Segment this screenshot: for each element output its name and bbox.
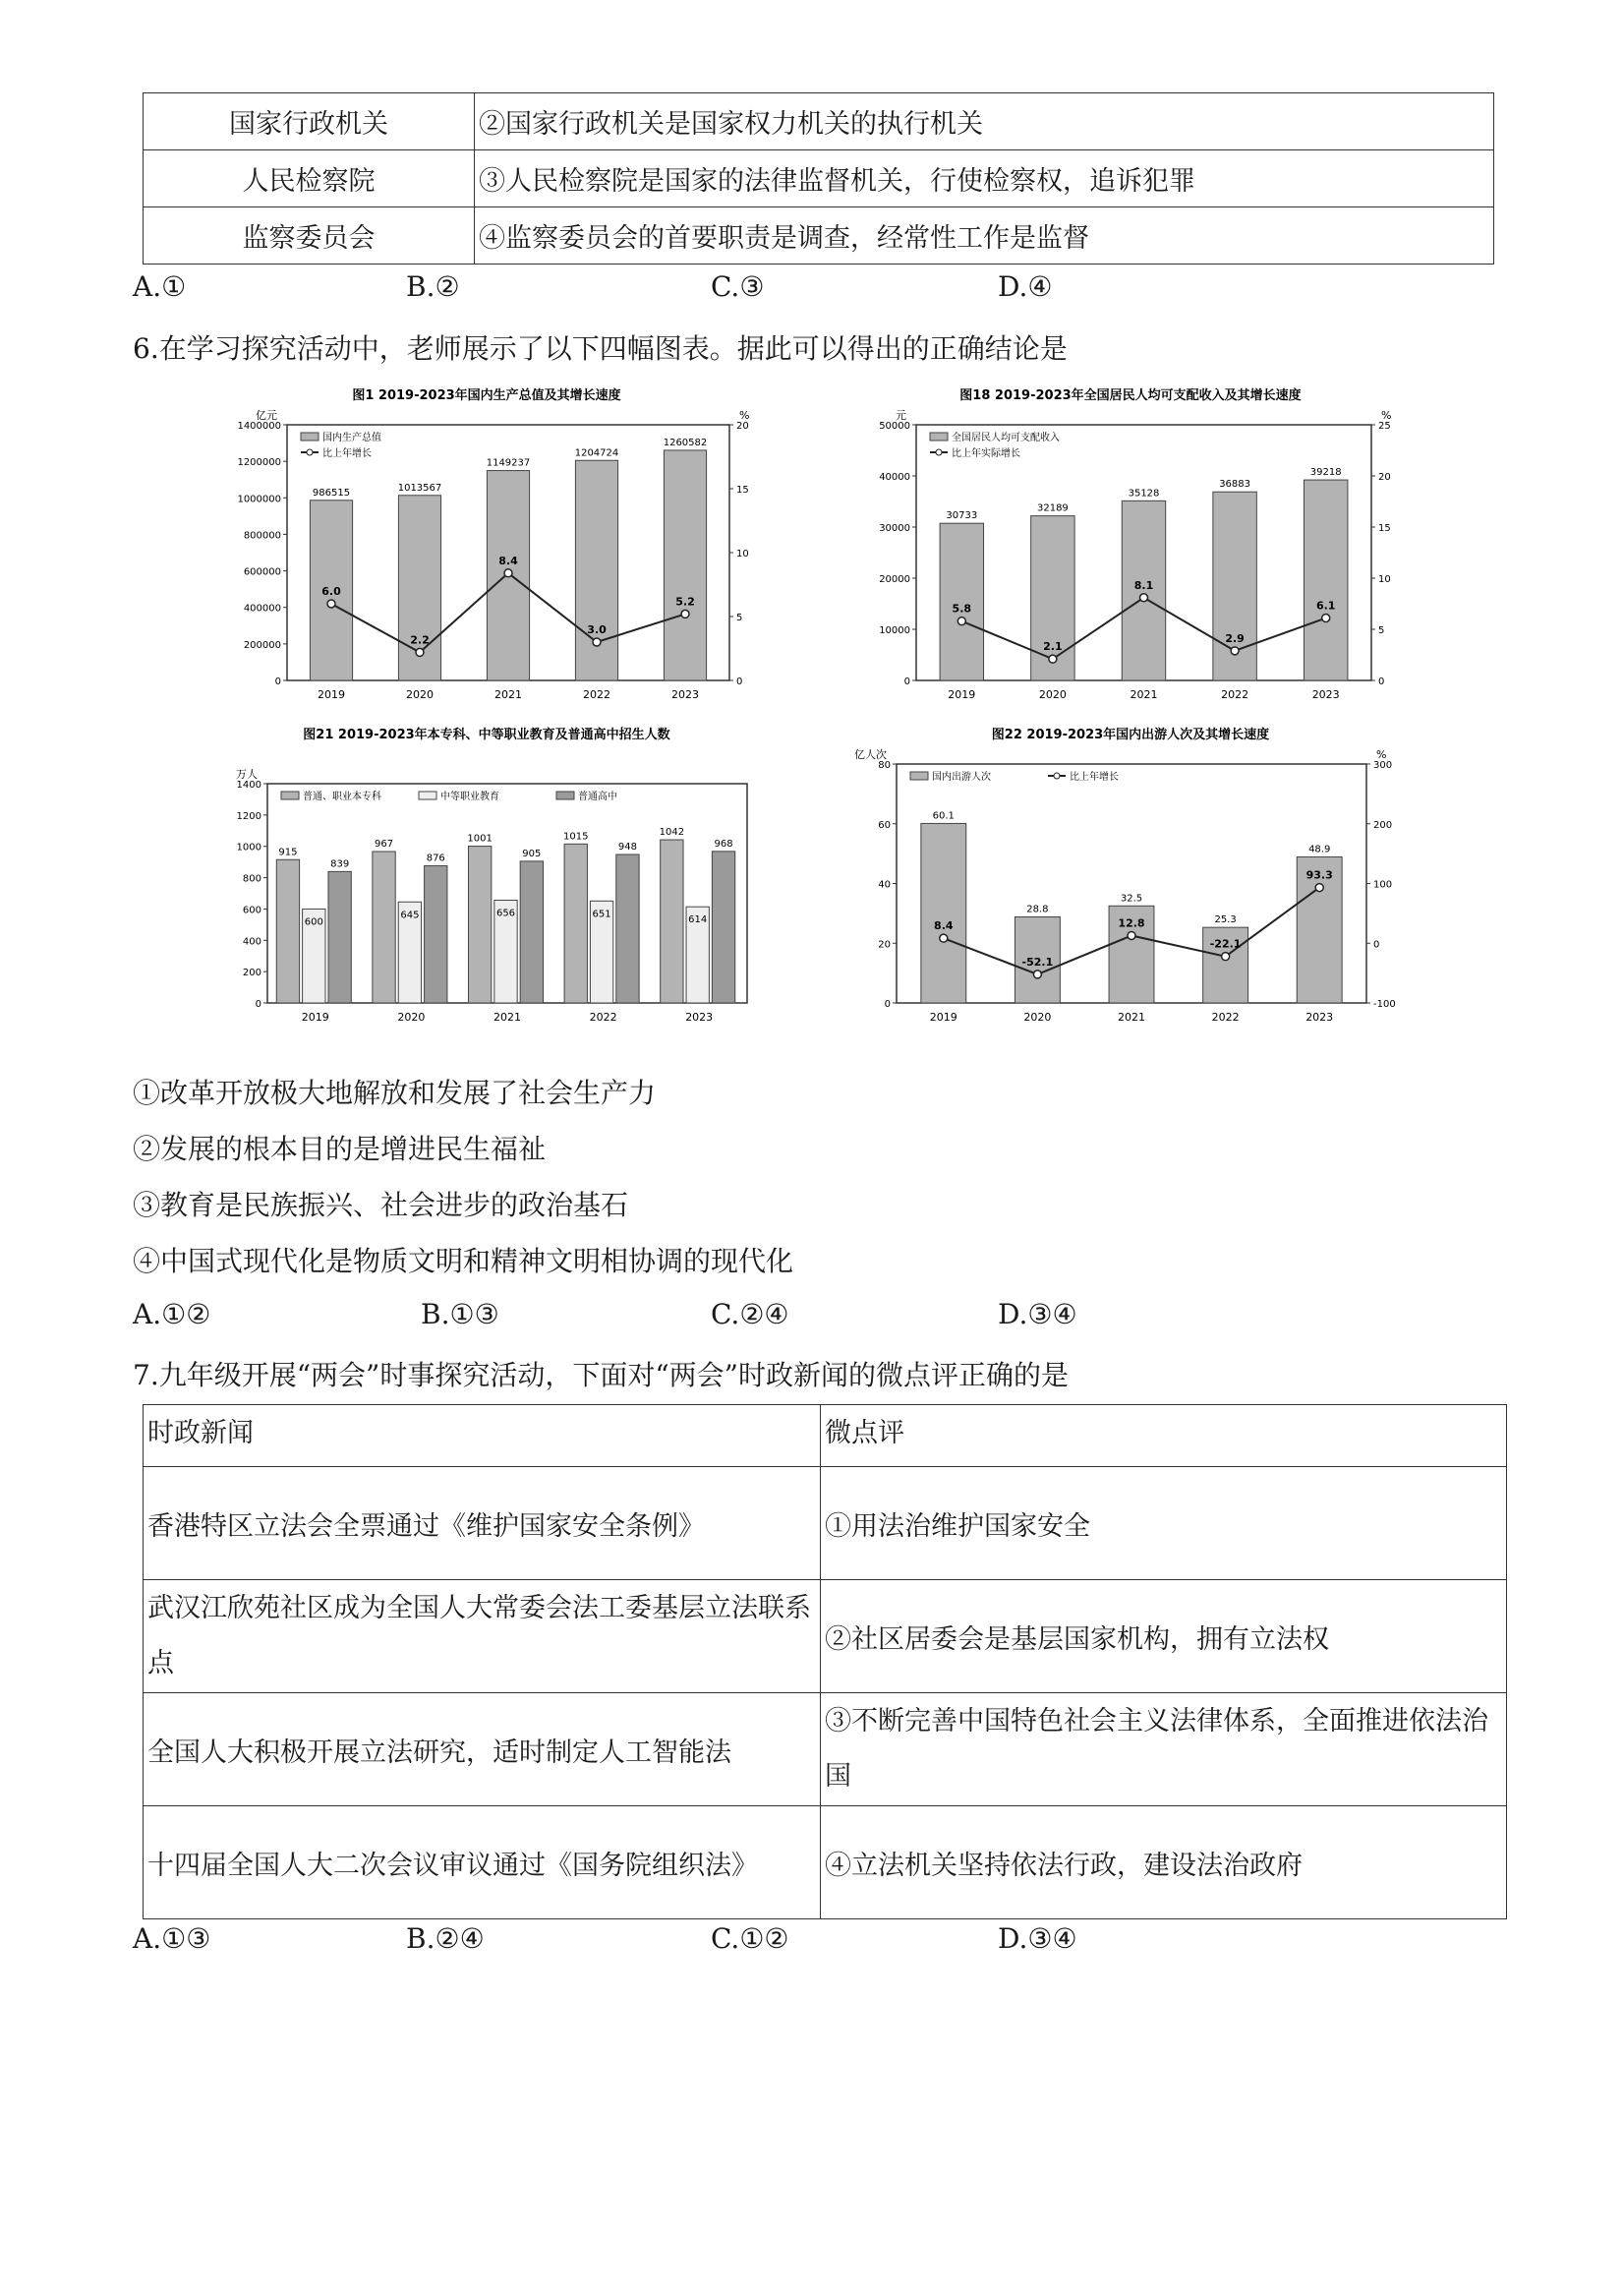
y-tick-label: 0: [884, 999, 891, 1010]
legend-label: 普通、职业本专科: [303, 792, 381, 802]
x-tick-label: 2021: [1130, 688, 1158, 701]
y-tick-label: 50000: [879, 421, 910, 432]
legend-swatch: [281, 792, 299, 799]
bar: [276, 859, 299, 1003]
bar: [664, 450, 706, 680]
y-tick-label: 40000: [879, 472, 910, 483]
x-tick-label: 2022: [589, 1011, 617, 1024]
y-tick-label: 200000: [243, 639, 281, 651]
bar-value-label: 39218: [1309, 467, 1342, 479]
y-tick-label: 0: [274, 677, 281, 687]
x-tick-label: 2022: [1221, 688, 1249, 701]
legend-label: 国内生产总值: [322, 433, 381, 443]
line-value-label: 6.0: [321, 585, 341, 598]
y-axis-unit: 元: [896, 409, 906, 422]
x-tick-label: 2020: [397, 1011, 426, 1024]
bar: [1304, 480, 1347, 680]
line-value-label: 8.4: [934, 919, 954, 933]
line-point: [1128, 931, 1135, 939]
news-cell: 武汉江欣苑社区成为全国人大常委会法工委基层立法联系点: [144, 1580, 821, 1693]
y-tick-label: 0: [255, 999, 261, 1010]
x-tick-label: 2020: [1023, 1011, 1052, 1024]
y-tick-label: 30000: [879, 523, 910, 534]
header-news: 时政新闻: [144, 1405, 821, 1467]
y2-tick-label: 5: [1378, 625, 1385, 636]
bar: [373, 852, 395, 1003]
y-tick-label: 80: [878, 760, 891, 771]
x-tick-label: 2020: [406, 688, 434, 701]
line-point: [327, 600, 335, 608]
y-tick-label: 200: [242, 968, 261, 979]
bar: [328, 871, 351, 1003]
y-tick-label: 600: [242, 905, 261, 916]
chart-enrollment: [197, 723, 777, 1032]
y2-axis-unit: %: [1376, 748, 1387, 761]
line-point: [1049, 655, 1057, 663]
legend-swatch: [556, 792, 574, 799]
comment-cell: ①用法治维护国家安全: [821, 1467, 1507, 1580]
bar-value-label: 1001: [467, 833, 493, 845]
option-a[interactable]: A.①③: [133, 1922, 211, 1955]
line-point: [416, 648, 424, 656]
bar-value-label: 915: [278, 847, 298, 858]
bar-value-label: 1204724: [574, 447, 619, 459]
legend-label: 普通高中: [578, 792, 617, 802]
legend-swatch: [1054, 773, 1060, 779]
news-cell: 全国人大积极开展立法研究，适时制定人工智能法: [144, 1693, 821, 1806]
x-tick-label: 2019: [318, 688, 345, 701]
y-tick-label: 1400: [236, 780, 261, 791]
news-cell: 十四届全国人大二次会议审议通过《国务院组织法》: [144, 1806, 821, 1919]
line-value-label: -52.1: [1021, 955, 1054, 969]
x-tick-label: 2019: [948, 688, 976, 701]
bar-value-label: 1149237: [486, 457, 531, 469]
y2-tick-label: 20: [736, 421, 749, 432]
legend-swatch: [419, 792, 436, 799]
legend-swatch: [930, 433, 948, 441]
legend-label: 国内出游人次: [932, 772, 991, 783]
y2-tick-label: 300: [1373, 760, 1393, 771]
y2-tick-label: 15: [736, 485, 749, 496]
bar-value-label: 651: [592, 909, 611, 920]
line-point: [504, 569, 512, 577]
bar-value-label: 948: [617, 841, 637, 853]
bar: [575, 460, 617, 680]
x-tick-label: 2021: [494, 688, 522, 701]
legend-swatch: [301, 433, 319, 441]
y-tick-label: 400: [242, 936, 261, 948]
y-tick-label: 20: [878, 939, 891, 951]
desc-cell: ④监察委员会的首要职责是调查，经常性工作是监督: [475, 207, 1494, 265]
line-point: [957, 618, 965, 625]
bar-value-label: 905: [522, 848, 542, 859]
bar-value-label: 32.5: [1120, 893, 1143, 905]
bar-value-label: 986515: [312, 487, 351, 499]
option-c[interactable]: C.③: [711, 270, 765, 303]
organ-cell: 人民检察院: [144, 150, 475, 207]
line-value-label: 2.9: [1225, 631, 1245, 645]
option-b[interactable]: B.②④: [406, 1922, 485, 1955]
comment-cell: ②社区居委会是基层国家机构，拥有立法权: [821, 1580, 1507, 1693]
chart-tourism: [836, 723, 1425, 1032]
x-tick-label: 2021: [1118, 1011, 1145, 1024]
line-point: [1222, 953, 1230, 961]
comment-cell: ④立法机关坚持依法行政，建设法治政府: [821, 1806, 1507, 1919]
bar: [468, 847, 491, 1003]
bar: [616, 854, 639, 1003]
bar-value-label: 60.1: [932, 810, 955, 822]
y2-axis-unit: %: [1381, 409, 1392, 422]
line-point: [1033, 971, 1041, 978]
option-b[interactable]: B.①③: [421, 1298, 499, 1330]
bar: [661, 840, 683, 1003]
y-tick-label: 1200000: [237, 457, 281, 469]
y-tick-label: 800000: [243, 530, 281, 542]
y2-tick-label: 0: [736, 677, 743, 687]
y2-tick-label: 0: [1378, 677, 1385, 687]
line-value-label: 12.8: [1118, 916, 1145, 930]
y-axis-unit: 万人: [236, 768, 258, 781]
statement-1: ①改革开放极大地解放和发展了社会生产力: [133, 1077, 657, 1109]
bar: [564, 844, 587, 1003]
statement-2: ②发展的根本目的是增进民生福祉: [133, 1133, 547, 1165]
q7-stem: 7.九年级开展“两会”时事探究活动，下面对“两会”时政新闻的微点评正确的是: [133, 1359, 1069, 1391]
bar-value-label: 1015: [563, 831, 589, 843]
x-tick-label: 2023: [685, 1011, 714, 1024]
bar: [712, 852, 734, 1003]
legend-swatch: [307, 449, 313, 455]
option-d[interactable]: D.④: [998, 270, 1053, 303]
chart-title: 图18 2019-2023年全国居民人均可支配收入及其增长速度: [959, 388, 1302, 403]
bar-value-label: 656: [495, 908, 516, 919]
y2-tick-label: 5: [736, 613, 743, 623]
bar-value-label: 32189: [1036, 502, 1069, 514]
chart-title: 图1 2019-2023年国内生产总值及其增长速度: [352, 388, 621, 403]
y-axis-unit: 亿人次: [854, 748, 887, 761]
x-tick-label: 2020: [1038, 688, 1067, 701]
chart-gdp: [197, 383, 777, 718]
line-value-label: 2.2: [410, 633, 430, 647]
y2-tick-label: 10: [736, 549, 749, 559]
legend-label: 比上年实际增长: [952, 448, 1020, 459]
y-tick-label: 400000: [243, 603, 281, 615]
q7-table: [143, 1404, 1507, 1919]
bar-value-label: 600: [304, 916, 323, 928]
bar: [520, 861, 543, 1003]
x-tick-label: 2019: [301, 1011, 329, 1024]
bar: [921, 823, 966, 1003]
y2-tick-label: 0: [1373, 939, 1380, 951]
y-tick-label: 600000: [243, 566, 281, 578]
organ-cell: 国家行政机关: [144, 93, 475, 150]
option-b[interactable]: B.②: [406, 270, 460, 303]
statement-4: ④中国式现代化是物质文明和精神文明相协调的现代化: [133, 1245, 794, 1277]
comment-cell: ③不断完善中国特色社会主义法律体系，全面推进依法治国: [821, 1693, 1507, 1806]
legend-swatch: [936, 449, 942, 455]
line-point: [1140, 594, 1148, 602]
x-tick-label: 2022: [583, 688, 610, 701]
option-a[interactable]: A.①②: [133, 1298, 211, 1330]
bar-value-label: 876: [426, 853, 445, 864]
bar-value-label: 839: [330, 858, 350, 870]
y-tick-label: 40: [878, 879, 891, 891]
chart-title: 图22 2019-2023年国内出游人次及其增长速度: [991, 728, 1270, 742]
x-tick-label: 2022: [1211, 1011, 1240, 1024]
line-value-label: 93.3: [1305, 868, 1333, 882]
bar-value-label: 36883: [1219, 479, 1251, 491]
desc-cell: ②国家行政机关是国家权力机关的执行机关: [475, 93, 1494, 150]
y2-axis-unit: %: [739, 409, 750, 422]
bar-value-label: 30733: [946, 510, 978, 522]
y2-tick-label: 10: [1378, 574, 1391, 585]
line-value-label: 6.1: [1315, 599, 1336, 613]
legend-label: 比上年增长: [322, 448, 372, 459]
y-tick-label: 0: [903, 677, 910, 687]
line-value-label: 5.8: [952, 602, 972, 616]
line-value-label: -22.1: [1209, 937, 1242, 951]
y-tick-label: 800: [242, 873, 261, 885]
line-point: [940, 934, 948, 942]
y-tick-label: 20000: [879, 574, 910, 585]
line-value-label: 3.0: [587, 623, 607, 636]
option-a[interactable]: A.①: [133, 270, 187, 303]
y2-tick-label: -100: [1373, 999, 1396, 1010]
y-axis-unit: 亿元: [256, 409, 277, 422]
y-tick-label: 1200: [236, 810, 261, 822]
y-tick-label: 1000000: [237, 494, 281, 505]
y2-tick-label: 25: [1378, 421, 1391, 432]
bar-value-label: 614: [688, 914, 708, 926]
header-comment: 微点评: [821, 1405, 1507, 1467]
bar-value-label: 25.3: [1214, 914, 1237, 926]
bar-value-label: 35128: [1128, 488, 1160, 500]
chart-title: 图21 2019-2023年本专科、中等职业教育及普通高中招生人数: [303, 728, 670, 742]
legend-label: 比上年增长: [1070, 772, 1119, 783]
desc-cell: ③人民检察院是国家的法律监督机关，行使检察权，追诉犯罪: [475, 150, 1494, 207]
y-tick-label: 1400000: [237, 421, 281, 432]
option-c[interactable]: C.①②: [711, 1922, 789, 1955]
line-point: [593, 638, 601, 646]
y-tick-label: 60: [878, 819, 891, 831]
bar-value-label: 48.9: [1308, 844, 1331, 855]
y2-tick-label: 15: [1378, 523, 1391, 534]
x-tick-label: 2023: [1305, 1011, 1334, 1024]
bar-value-label: 28.8: [1026, 904, 1049, 915]
y2-tick-label: 20: [1378, 472, 1391, 483]
line-point: [1322, 615, 1330, 622]
bar-value-label: 1260582: [663, 437, 708, 448]
y2-tick-label: 200: [1373, 819, 1393, 831]
legend-label: 全国居民人均可支配收入: [952, 433, 1060, 443]
option-d[interactable]: D.③④: [998, 1298, 1077, 1330]
bar-value-label: 968: [714, 838, 733, 850]
option-c[interactable]: C.②④: [711, 1298, 789, 1330]
line-point: [681, 610, 689, 618]
q6-stem: 6.在学习探究活动中，老师展示了以下四幅图表。据此可以得出的正确结论是: [133, 332, 1068, 365]
y-tick-label: 10000: [879, 625, 910, 636]
organ-cell: 监察委员会: [144, 207, 475, 265]
line-value-label: 8.4: [498, 554, 518, 567]
bar-value-label: 967: [375, 838, 394, 850]
line-point: [1231, 647, 1239, 655]
line-value-label: 2.1: [1043, 640, 1063, 654]
chart-income: [836, 383, 1425, 718]
top-table: [143, 92, 1494, 265]
legend-label: 中等职业教育: [440, 792, 499, 802]
x-tick-label: 2023: [1311, 688, 1340, 701]
legend-swatch: [910, 772, 928, 780]
statement-3: ③教育是民族振兴、社会进步的政治基石: [133, 1189, 629, 1221]
option-d[interactable]: D.③④: [998, 1922, 1077, 1955]
x-tick-label: 2019: [929, 1011, 957, 1024]
y-tick-label: 1000: [236, 842, 261, 854]
line-point: [1315, 884, 1323, 892]
bar-value-label: 1042: [659, 827, 685, 839]
bar-value-label: 1013567: [397, 482, 442, 494]
line-value-label: 8.1: [1133, 578, 1154, 592]
y2-tick-label: 100: [1373, 879, 1393, 891]
line-value-label: 5.2: [675, 595, 695, 609]
x-tick-label: 2023: [671, 688, 699, 701]
x-tick-label: 2021: [493, 1011, 521, 1024]
news-cell: 香港特区立法会全票通过《维护国家安全条例》: [144, 1467, 821, 1580]
bar-value-label: 645: [400, 910, 420, 921]
bar: [425, 865, 447, 1003]
